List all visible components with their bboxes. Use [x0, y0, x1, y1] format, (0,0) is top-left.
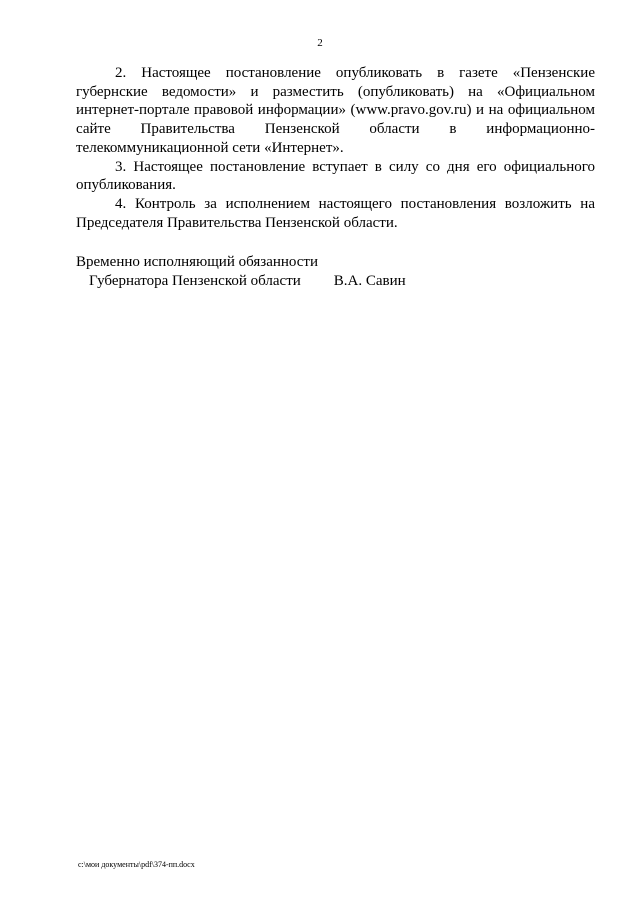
signatory-position: Губернатора Пензенской области: [89, 272, 301, 289]
document-body: [76, 64, 595, 232]
signatory-name: В.А. Савин: [333, 272, 406, 289]
paragraph-2: 2. Настоящее постановление опубликовать в газете «Пензенские губернские ведомости» и разместить (опубликовать) на «Официальном интернет-портале правовой информации» (www.pravo.gov.ru) и на официальном сайте Правительства Пензенской области в информационно-телекоммуникационной сети «Интернет».: [76, 65, 595, 156]
signatory-title-line1: Временно исполняющий обязанности: [76, 254, 319, 270]
paragraph-4: 4. Контроль за исполнением настоящего постановления возложить на Председателя Правительства Пензенской области.: [76, 195, 595, 231]
page-number: 2: [317, 37, 323, 49]
paragraph-3: 3. Настоящее постановление вступает в силу со дня его официального опубликования.: [76, 158, 595, 194]
signature-block: [76, 253, 596, 290]
footer-file-path: c:\мои документы\pdf\374-пп.docx: [78, 860, 195, 869]
signatory-title-line2: [76, 272, 596, 291]
